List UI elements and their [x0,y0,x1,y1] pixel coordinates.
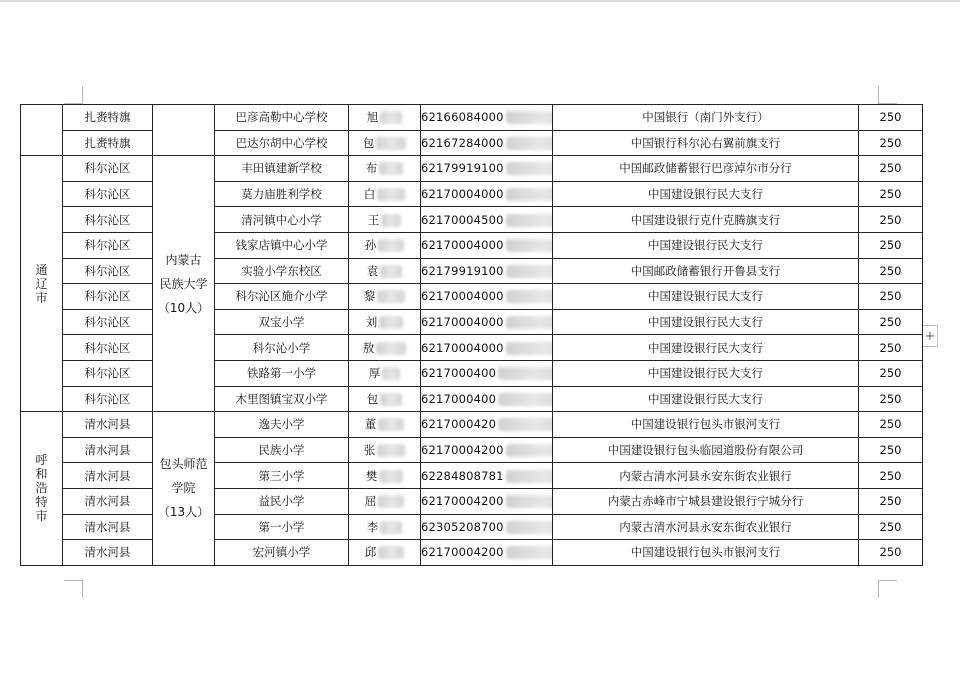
county-text: 清水河县 [84,468,131,483]
bank-cell [553,463,859,489]
account-cell [421,258,553,284]
amount-cell [859,232,923,258]
account-text: 62305208700 [421,519,504,534]
county-text: 清水河县 [84,417,131,432]
redaction-blur [498,418,552,431]
name-text: 张 [363,443,376,458]
name-text: 袁 [366,263,379,278]
school-cell [215,181,349,207]
name-text: 刘 [365,315,378,330]
school-text: 益民小学 [258,494,305,509]
bank-cell [553,105,859,131]
account-cell [421,360,553,386]
school-cell [215,258,349,284]
county-text: 清水河县 [84,519,131,534]
bank-text: 中国建设银行民大支行 [648,289,763,304]
university-text: 内蒙古 [165,252,202,267]
bank-cell [553,540,859,566]
amount-text: 250 [879,494,902,509]
amount-cell [859,540,923,566]
bank-text: 中国邮政储蓄银行开鲁县支行 [630,263,781,278]
account-cell [421,412,553,438]
school-cell [215,130,349,156]
amount-text: 250 [879,391,902,406]
account-text: 62166084000 [421,110,504,125]
name-cell [349,412,421,438]
amount-text: 250 [879,468,902,483]
account-cell [421,463,553,489]
county-cell [63,386,153,412]
redaction-blur [506,137,553,150]
amount-text: 250 [879,161,902,176]
expand-table-button[interactable]: + [922,325,938,347]
crop-mark-bl-v [82,580,83,598]
school-text: 第一小学 [258,519,305,534]
school-cell [215,514,349,540]
county-text: 科尔沁区 [84,187,131,202]
region-cell [21,412,63,566]
county-text: 清水河县 [84,494,131,509]
account-cell [421,130,553,156]
name-text: 敖 [362,340,375,355]
amount-text: 250 [879,135,902,150]
school-text: 清河镇中心小学 [241,212,322,227]
region-cell-empty [21,105,63,156]
redaction-blur [506,162,553,175]
account-cell [421,514,553,540]
name-cell [349,181,421,207]
county-cell [63,105,153,131]
school-text: 丰田镇建新学校 [241,161,322,176]
name-cell [349,540,421,566]
redaction-blur [380,265,402,278]
account-text: 62170004500 [421,212,504,227]
bank-text: 内蒙古清水河县永安东街农业银行 [619,519,792,534]
redaction-blur [377,188,405,201]
county-cell [63,360,153,386]
name-cell [349,386,421,412]
bank-cell [553,437,859,463]
account-text: 62170004200 [421,545,504,560]
name-cell [349,207,421,233]
amount-text: 250 [879,315,902,330]
amount-text: 250 [879,289,902,304]
redaction-blur [379,470,403,483]
region-cell [21,156,63,412]
bank-cell [553,258,859,284]
bank-text: 中国建设银行民大支行 [648,238,763,253]
name-cell [349,258,421,284]
account-text: 62179919100 [421,161,504,176]
account-text: 62170004200 [421,494,504,509]
redaction-blur [506,239,553,252]
name-cell [349,156,421,182]
school-cell [215,540,349,566]
name-text: 黎 [363,289,376,304]
county-text: 科尔沁区 [84,161,131,176]
school-text: 铁路第一小学 [247,366,316,381]
school-text: 第三小学 [258,468,305,483]
bank-cell [553,207,859,233]
name-cell [349,437,421,463]
redaction-blur [506,265,553,278]
redaction-blur [379,316,403,329]
amount-text: 250 [879,340,902,355]
account-text: 62170004200 [421,443,504,458]
account-text: 62167284000 [421,135,504,150]
bank-text: 中国建设银行民大支行 [648,315,763,330]
county-cell [63,207,153,233]
amount-cell [859,309,923,335]
account-cell [421,284,553,310]
name-text: 王 [367,212,380,227]
county-cell [63,309,153,335]
name-text: 樊 [365,468,378,483]
account-cell [421,181,553,207]
name-cell [349,105,421,131]
name-text: 李 [366,519,379,534]
name-text: 旭 [366,110,379,125]
school-text: 巴达尔胡中心学校 [235,135,328,150]
university-text: （13人） [157,505,210,520]
amount-text: 250 [879,417,902,432]
redaction-blur [506,214,553,227]
account-cell [421,386,553,412]
redaction-blur [379,162,403,175]
county-cell [63,258,153,284]
table-body [21,105,923,566]
redaction-blur [498,367,552,380]
amount-text: 250 [879,366,902,381]
bank-text: 中国建设银行包头临园道股份有限公司 [607,443,804,458]
redaction-blur [506,470,553,483]
amount-text: 250 [879,263,902,278]
county-cell [63,540,153,566]
name-text: 厚 [368,366,381,381]
county-cell [63,130,153,156]
account-cell [421,207,553,233]
account-cell [421,540,553,566]
county-text: 扎赉特旗 [84,135,131,150]
school-cell [215,156,349,182]
county-text: 科尔沁区 [84,391,131,406]
university-text: 民族大学 [159,276,208,291]
crop-mark-br-v [878,580,879,598]
name-text: 董 [364,417,377,432]
redaction-blur [378,239,404,252]
county-text: 科尔沁区 [84,366,131,381]
name-cell [349,360,421,386]
county-cell [63,463,153,489]
amount-cell [859,463,923,489]
account-text: 62170004000 [421,340,504,355]
account-cell [421,156,553,182]
bank-text: 内蒙古赤峰市宁城县建设银行宁城分行 [607,494,804,509]
amount-cell [859,105,923,131]
redaction-blur [381,214,401,227]
amount-cell [859,156,923,182]
crop-mark-tr-v [878,86,879,104]
county-text: 科尔沁区 [84,315,131,330]
amount-text: 250 [879,519,902,534]
name-text: 布 [365,161,378,176]
name-cell [349,335,421,361]
amount-text: 250 [879,110,902,125]
amount-text: 250 [879,187,902,202]
name-cell [349,514,421,540]
bank-text: 中国建设银行民大支行 [648,391,763,406]
amount-cell [859,437,923,463]
region-text: 通辽市 [35,262,48,305]
school-text: 逸夫小学 [258,417,305,432]
school-cell [215,463,349,489]
bank-cell [553,386,859,412]
school-cell [215,207,349,233]
bank-text: 中国建设银行民大支行 [648,187,763,202]
name-cell [349,130,421,156]
account-cell [421,105,553,131]
county-text: 清水河县 [84,545,131,560]
county-cell [63,514,153,540]
bank-text: 中国建设银行克什克腾旗支行 [630,212,781,227]
bank-text: 中国邮政储蓄银行巴彦淖尔市分行 [619,161,792,176]
bank-cell [553,156,859,182]
account-text: 62284808781 [421,468,504,483]
table-row [21,412,923,438]
school-text: 巴彦高勒中心学校 [235,110,328,125]
school-text: 钱家店镇中心小学 [235,238,328,253]
amount-text: 250 [879,212,902,227]
school-text: 双宝小学 [258,315,305,330]
account-text: 62170004000 [421,187,504,202]
account-text: 62170004000 [421,315,504,330]
school-text: 民族小学 [258,443,305,458]
amount-cell [859,360,923,386]
account-cell [421,437,553,463]
redaction-blur [382,367,400,380]
bank-text: 中国银行科尔沁右翼前旗支行 [630,135,781,150]
account-text: 6217000400 [421,366,497,381]
university-text: （10人） [157,300,210,315]
name-text: 包 [362,135,375,150]
amount-text: 250 [879,545,902,560]
name-cell [349,232,421,258]
region-text: 呼和浩特市 [35,453,48,524]
county-cell [63,232,153,258]
school-cell [215,309,349,335]
bank-cell [553,309,859,335]
bank-cell [553,130,859,156]
name-cell [349,463,421,489]
amount-cell [859,258,923,284]
school-cell [215,386,349,412]
redaction-blur [506,316,553,329]
redaction-blur [378,495,404,508]
account-text: 6217000420 [421,417,497,432]
redaction-blur [506,546,553,559]
school-cell [215,412,349,438]
university-cell-empty [153,105,215,156]
bank-cell [553,284,859,310]
amount-cell [859,207,923,233]
school-cell [215,437,349,463]
redaction-blur [498,393,552,406]
redaction-blur [380,521,402,534]
school-cell [215,105,349,131]
bank-cell [553,232,859,258]
redaction-blur [378,546,404,559]
amount-cell [859,284,923,310]
school-text: 宏河镇小学 [252,545,311,560]
bank-cell [553,181,859,207]
redaction-blur [506,342,553,355]
crop-mark-tl-v [82,86,83,104]
amount-text: 250 [879,238,902,253]
amount-cell [859,181,923,207]
account-text: 6217000400 [421,391,497,406]
bank-cell [553,488,859,514]
name-text: 邱 [364,545,377,560]
county-text: 清水河县 [84,443,131,458]
redaction-blur [376,342,406,355]
account-text: 62170004000 [421,238,504,253]
school-cell [215,284,349,310]
amount-cell [859,130,923,156]
amount-cell [859,335,923,361]
redaction-blur [506,521,553,534]
name-text: 屈 [364,494,377,509]
name-cell [349,284,421,310]
bank-cell [553,412,859,438]
name-text: 白 [363,187,376,202]
crop-mark-br-h [879,580,897,581]
county-text: 科尔沁区 [84,289,131,304]
school-cell [215,335,349,361]
county-cell [63,284,153,310]
school-text: 科尔沁区施介小学 [235,289,328,304]
university-cell [153,156,215,412]
crop-mark-bl-h [64,580,82,581]
bank-text: 内蒙古清水河县永安东街农业银行 [619,468,792,483]
account-text: 62179919100 [421,263,504,278]
county-text: 科尔沁区 [84,263,131,278]
account-cell [421,232,553,258]
amount-cell [859,412,923,438]
redaction-blur [377,444,405,457]
university-text: 学院 [171,481,196,496]
redaction-blur [506,290,553,303]
redaction-blur [506,188,553,201]
redaction-blur [506,444,553,457]
account-cell [421,488,553,514]
redaction-blur [380,111,402,124]
school-cell [215,488,349,514]
redaction-blur [506,495,553,508]
amount-cell [859,488,923,514]
county-cell [63,437,153,463]
table-row [21,156,923,182]
redaction-blur [377,290,405,303]
bank-cell [553,335,859,361]
redaction-blur [506,111,553,124]
amount-cell [859,514,923,540]
school-text: 科尔沁小学 [252,340,311,355]
county-text: 科尔沁区 [84,340,131,355]
name-text: 包 [366,391,379,406]
county-cell [63,156,153,182]
county-cell [63,181,153,207]
account-text: 62170004000 [421,289,504,304]
school-text: 木里图镇宝双小学 [235,391,328,406]
redaction-blur [378,418,404,431]
name-cell [349,309,421,335]
county-cell [63,335,153,361]
school-cell [215,360,349,386]
university-cell [153,412,215,566]
account-cell [421,309,553,335]
county-text: 科尔沁区 [84,238,131,253]
school-text: 莫力庙胜利学校 [241,187,322,202]
bank-text: 中国银行（南门外支行） [642,110,769,125]
county-text: 科尔沁区 [84,212,131,227]
bank-text: 中国建设银行包头市银河支行 [630,545,781,560]
name-cell [349,488,421,514]
bank-text: 中国建设银行包头市银河支行 [630,417,781,432]
bank-cell [553,360,859,386]
table-row [21,105,923,131]
university-text: 包头师范 [159,457,208,472]
amount-cell [859,386,923,412]
account-cell [421,335,553,361]
teacher-subsidy-table [20,104,923,566]
redaction-blur [380,393,402,406]
bank-text: 中国建设银行民大支行 [648,366,763,381]
school-text: 实验小学东校区 [241,263,322,278]
name-text: 孙 [364,238,377,253]
school-cell [215,232,349,258]
redaction-blur [376,137,406,150]
amount-text: 250 [879,443,902,458]
county-cell [63,488,153,514]
top-border [0,0,960,2]
county-cell [63,412,153,438]
county-text: 扎赉特旗 [84,110,131,125]
bank-text: 中国建设银行民大支行 [648,340,763,355]
bank-cell [553,514,859,540]
